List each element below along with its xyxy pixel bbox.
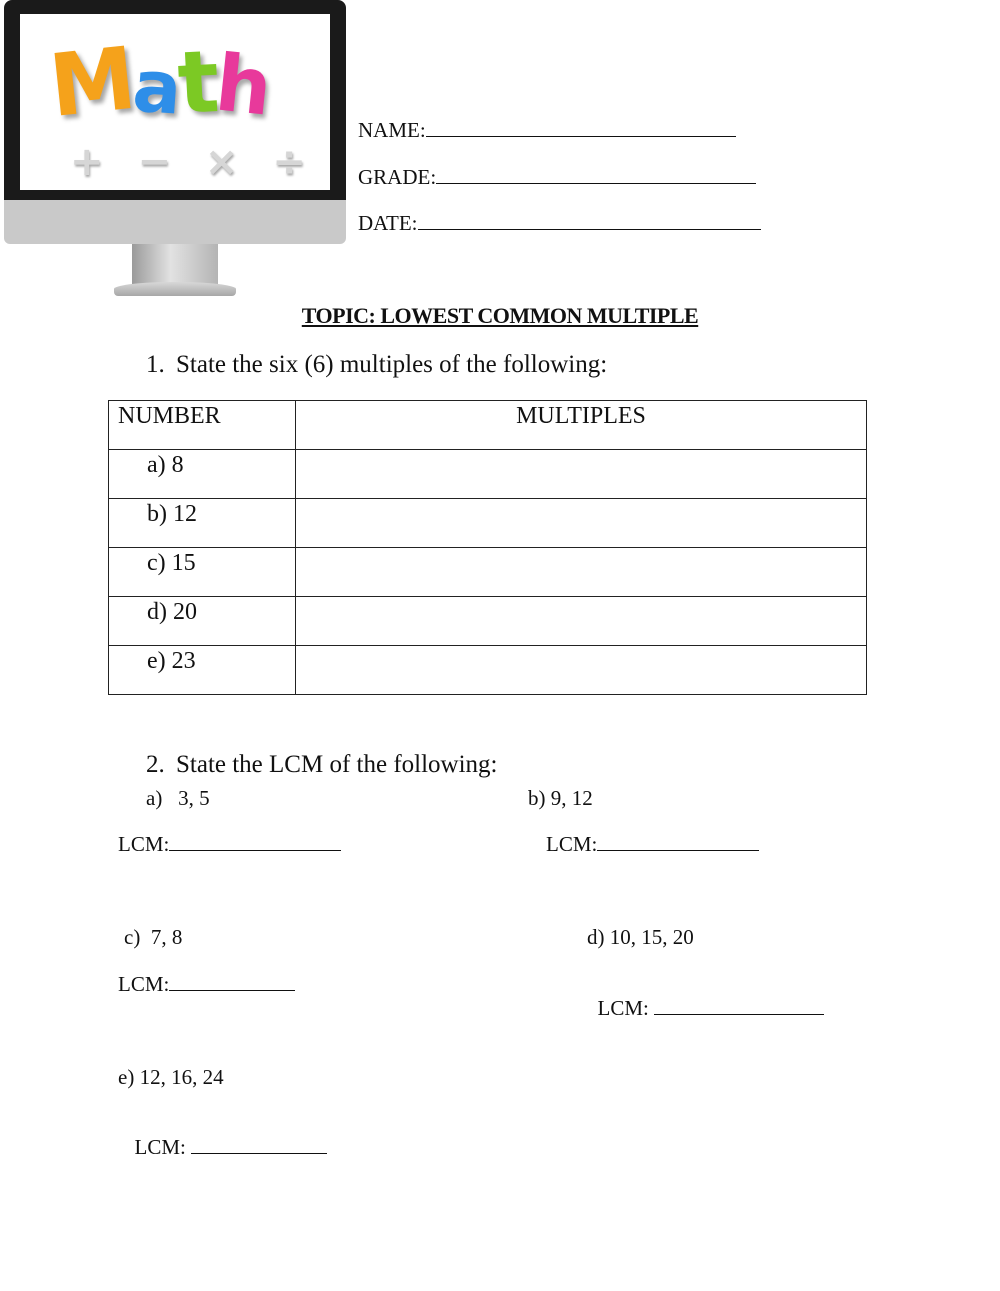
- question-1: [146, 350, 607, 380]
- math-operators-icons: + − × ÷: [70, 139, 316, 185]
- lcm-blank[interactable]: [169, 972, 295, 991]
- grade-blank[interactable]: [436, 165, 756, 184]
- multiples-answer-cell[interactable]: [296, 597, 867, 646]
- question-2: [146, 750, 497, 780]
- table-row: [109, 450, 867, 499]
- lcm-label: LCM:: [134, 1135, 192, 1159]
- lcm-label: LCM:: [118, 832, 170, 856]
- question-2-text: State the LCM of the following:: [176, 751, 498, 778]
- monitor-base: [114, 282, 236, 296]
- lcm-answer-e[interactable]: [124, 1111, 327, 1159]
- lcm-item-d: d) 10, 15, 20: [587, 925, 694, 949]
- monitor-neck: [132, 244, 218, 284]
- lcm-answer-d[interactable]: [587, 972, 824, 1020]
- multiples-answer-cell[interactable]: [296, 646, 867, 695]
- table-row: [109, 646, 867, 695]
- logo-letter-m: M: [44, 28, 138, 138]
- lcm-blank[interactable]: [654, 996, 824, 1015]
- lcm-blank[interactable]: [169, 832, 341, 851]
- row-label: d) 20: [147, 599, 197, 625]
- date-blank[interactable]: [418, 211, 761, 230]
- lcm-label: LCM:: [118, 972, 170, 996]
- lcm-item-a: a) 3, 5: [146, 786, 210, 810]
- lcm-item-b: b) 9, 12: [528, 786, 593, 810]
- lcm-label: LCM:: [546, 832, 598, 856]
- date-label: DATE:: [358, 211, 418, 235]
- lcm-item-c: c) 7, 8: [124, 925, 183, 949]
- table-row: [109, 499, 867, 548]
- row-label: c) 15: [147, 550, 196, 576]
- grade-field[interactable]: [358, 165, 756, 189]
- logo-letter-t: t: [175, 32, 219, 134]
- lcm-answer-a[interactable]: [118, 832, 341, 856]
- question-1-number: 1.: [146, 351, 165, 378]
- name-label: NAME:: [358, 118, 426, 142]
- multiples-answer-cell[interactable]: [296, 499, 867, 548]
- lcm-blank[interactable]: [597, 832, 759, 851]
- table-header-row: [109, 401, 867, 450]
- multiples-answer-cell[interactable]: [296, 548, 867, 597]
- header-multiples: MULTIPLES: [296, 401, 867, 450]
- row-label: e) 23: [147, 648, 196, 674]
- multiples-table: [108, 400, 867, 695]
- lcm-answer-c[interactable]: [118, 972, 295, 996]
- lcm-label: LCM:: [597, 996, 655, 1020]
- monitor-screen: [20, 14, 330, 190]
- multiples-answer-cell[interactable]: [296, 450, 867, 499]
- name-field[interactable]: [358, 118, 736, 142]
- table-row: [109, 597, 867, 646]
- question-1-text: State the six (6) multiples of the following:: [176, 351, 608, 378]
- header-number: NUMBER: [109, 401, 296, 450]
- row-label: b) 12: [147, 501, 197, 527]
- question-2-number: 2.: [146, 751, 165, 778]
- math-monitor-illustration: [4, 0, 348, 300]
- grade-label: GRADE:: [358, 165, 437, 189]
- name-blank[interactable]: [426, 118, 736, 137]
- lcm-blank[interactable]: [191, 1135, 327, 1154]
- logo-letter-h: h: [211, 38, 274, 134]
- logo-letter-a: a: [129, 43, 182, 131]
- topic-heading: TOPIC: LOWEST COMMON MULTIPLE: [301, 303, 699, 328]
- lcm-answer-b[interactable]: [546, 832, 759, 856]
- table-row: [109, 548, 867, 597]
- lcm-item-e: e) 12, 16, 24: [118, 1065, 224, 1089]
- date-field[interactable]: [358, 211, 761, 235]
- math-logo: [44, 28, 320, 138]
- row-label: a) 8: [147, 452, 184, 478]
